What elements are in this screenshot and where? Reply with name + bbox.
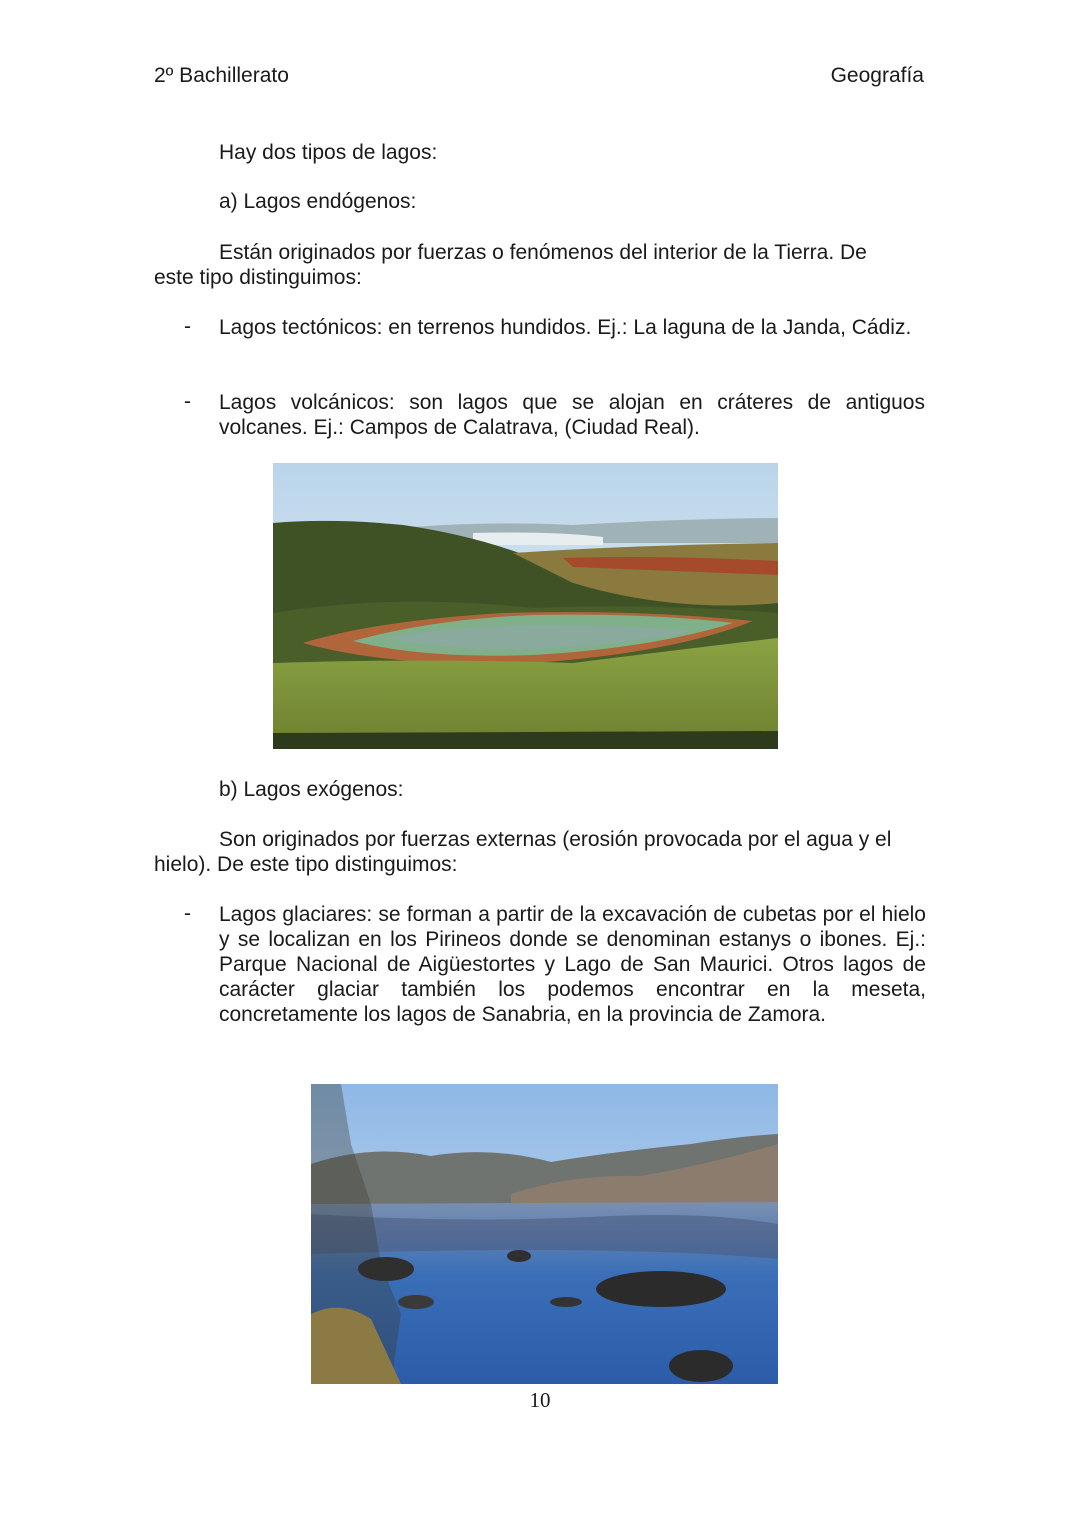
intro-text: Hay dos tipos de lagos: (219, 141, 438, 164)
exogenos-paragraph-line2: hielo). De este tipo distinguimos: (154, 853, 458, 876)
header-subject: Geografía (830, 64, 924, 87)
bullet-dash: - (184, 315, 191, 338)
glacial-lake-photo (311, 1084, 778, 1384)
bullet-lagos-glaciares: Lagos glaciares: se forman a partir de la excavación de cubetas por el hielo y se localizan en los Pirineos donde se denominan estanys o ibones. Ej.: Parque Nacional de Aigüestortes y Lago de San Maurici. Otros lagos de carácter glaciar también los podemos encontrar en la meseta, concretamente los lagos de Sanabria, en la provincia de Zamora. (219, 903, 926, 1026)
heading-lagos-exogenos: b) Lagos exógenos: (219, 778, 404, 801)
bullet-dash: - (184, 902, 191, 925)
page-number: 10 (529, 1388, 551, 1412)
endogenos-paragraph-line1: Están originados por fuerzas o fenómenos del interior de la Tierra. De (219, 241, 867, 264)
exogenos-paragraph-line1: Son originados por fuerzas externas (erosión provocada por el agua y el (219, 828, 892, 851)
endogenos-paragraph-line2: este tipo distinguimos: (154, 266, 362, 289)
volcanic-lake-photo (273, 463, 778, 749)
header-course: 2º Bachillerato (154, 64, 289, 87)
bullet-lagos-volcanicos: Lagos volcánicos: son lagos que se alojan en cráteres de antiguos volcanes. Ej.: Campos de Calatrava, (Ciudad Real). (219, 391, 925, 439)
bullet-lagos-tectonicos: Lagos tectónicos: en terrenos hundidos. Ej.: La laguna de la Janda, Cádiz. (219, 316, 912, 339)
heading-lagos-endogenos: a) Lagos endógenos: (219, 190, 417, 213)
bullet-dash: - (184, 390, 191, 413)
